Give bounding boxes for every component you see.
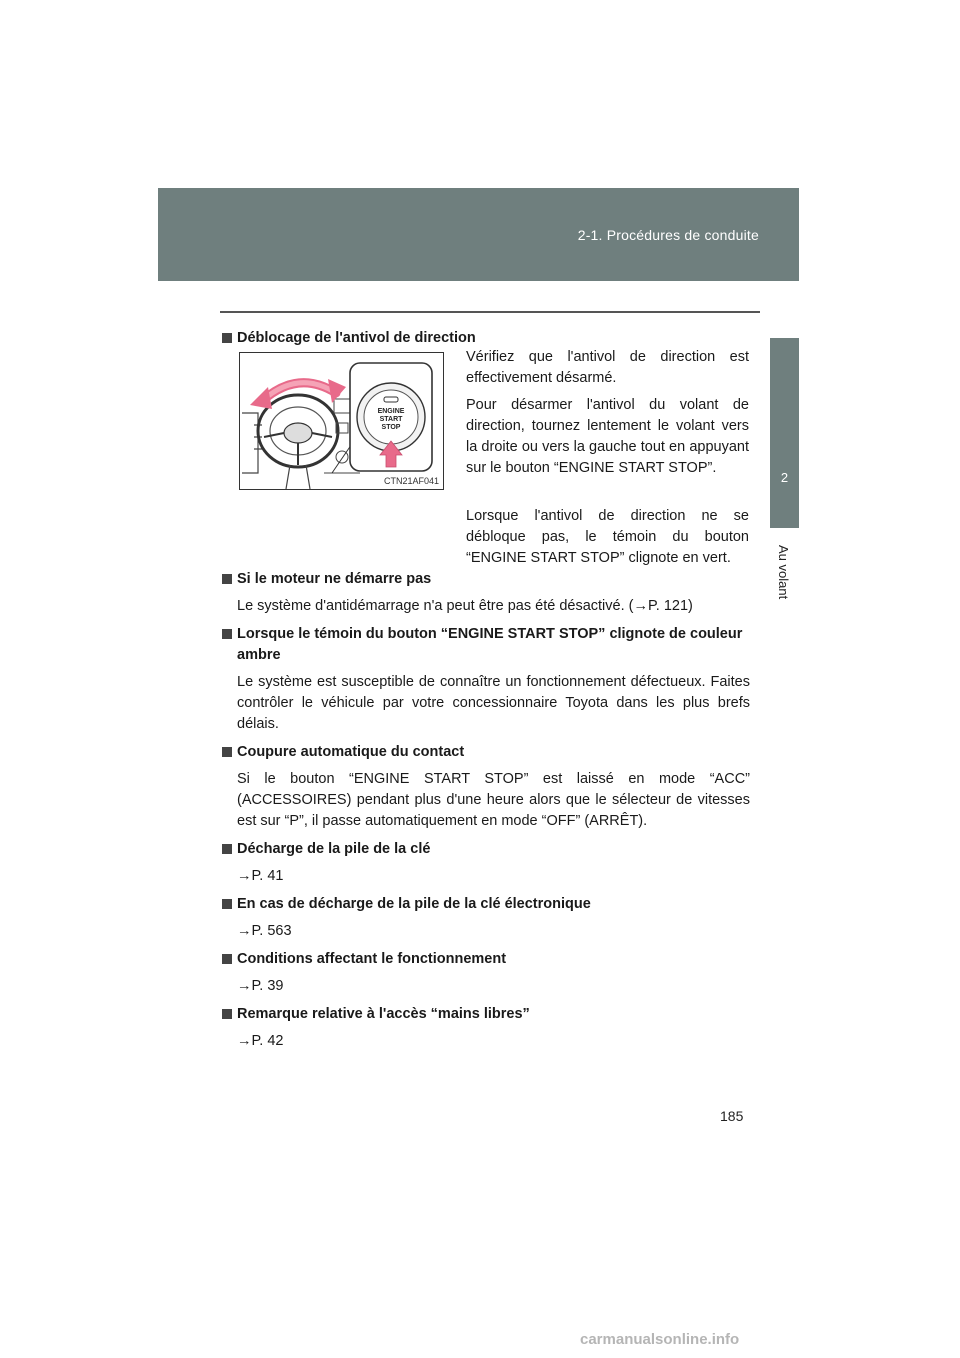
chapter-title: 2-1. Procédures de conduite (577, 227, 759, 243)
steering-wheel-figure (239, 352, 444, 490)
section-heading-text: Coupure automatique du contact (237, 744, 465, 760)
side-tab (770, 338, 799, 528)
figure-caption: CTN21AF041 (383, 476, 439, 486)
section-body: Le système d'antidémarrage n'a peut être pas été désactivé. (→P. 121) (237, 598, 693, 614)
section-steering-lock (222, 328, 750, 567)
section-heading (222, 949, 750, 970)
side-tab-label-wrap (772, 545, 796, 615)
section-heading-text: Lorsque le témoin du bouton “ENGINE START STOP” clignote de couleur ambre (237, 626, 743, 663)
section-heading (222, 894, 750, 915)
section-item (222, 742, 750, 832)
square-bullet-icon (222, 1009, 232, 1019)
square-bullet-icon (222, 574, 232, 584)
page-number: 185 (720, 1108, 744, 1124)
steering-wheel-illustration (240, 353, 443, 489)
section-heading-text: Remarque relative à l'accès “mains libres” (237, 1006, 530, 1022)
square-bullet-icon (222, 629, 232, 639)
header-band (158, 188, 799, 281)
section-heading (222, 1004, 750, 1025)
square-bullet-icon (222, 844, 232, 854)
page-reference: →P. 39 (237, 978, 284, 994)
watermark: carmanualsonline.info (580, 1331, 740, 1348)
section-item (222, 894, 750, 942)
square-bullet-icon (222, 333, 232, 343)
section-body: Le système est susceptible de connaître un fonctionnement défectueux. Faites contrôler le véhicule par votre concessionnaire Toyota dans les plus brefs délais. (237, 674, 750, 732)
section-body: Si le bouton “ENGINE START STOP” est laissé en mode “ACC” (ACCESSOIRES) pendant plus d'une heure alors que le sélecteur de vitesses est sur “P”, il passe automatiquement en mode “OFF” (ARRÊT). (237, 771, 750, 829)
section-heading-text: Déblocage de l'antivol de direction (237, 330, 476, 346)
section-heading (222, 742, 750, 763)
button-label-line-2: START (379, 416, 403, 423)
page-content (222, 328, 750, 1052)
steering-paragraph-3: Lorsque l'antivol de direction ne se débloque pas, le témoin du bouton “ENGINE START STOP” clignote en vert. (466, 508, 749, 566)
section-heading (222, 328, 750, 349)
section-heading (222, 624, 750, 666)
button-label-line-3: STOP (381, 424, 401, 431)
page-reference: →P. 42 (237, 1033, 284, 1049)
section-heading-text: Conditions affectant le fonctionnement (237, 951, 507, 967)
side-tab-label: Au volant (776, 545, 791, 600)
page-reference: →P. 563 (237, 923, 292, 939)
section-item (222, 949, 750, 997)
square-bullet-icon (222, 954, 232, 964)
side-tab-number: 2 (780, 470, 789, 485)
section-heading-text: Si le moteur ne démarre pas (237, 571, 432, 587)
steering-paragraph-1: Vérifiez que l'antivol de direction est effectivement désarmé. (466, 349, 749, 386)
section-item (222, 624, 750, 735)
button-label-line-1: ENGINE (377, 408, 405, 415)
header-rule (220, 311, 760, 313)
square-bullet-icon (222, 899, 232, 909)
section-heading-text: Décharge de la pile de la clé (237, 841, 431, 857)
section-heading (222, 569, 750, 590)
section-heading (222, 839, 750, 860)
section-item (222, 569, 750, 617)
section-item (222, 1004, 750, 1052)
square-bullet-icon (222, 747, 232, 757)
section-item (222, 839, 750, 887)
page-reference: →P. 41 (237, 868, 284, 884)
section-list (222, 569, 750, 1052)
section-heading-text: En cas de décharge de la pile de la clé électronique (237, 896, 591, 912)
steering-paragraph-2: Pour désarmer l'antivol du volant de direction, tournez lentement le volant vers la droite ou vers la gauche tout en appuyant sur le bouton “ENGINE START STOP”. (466, 397, 749, 476)
